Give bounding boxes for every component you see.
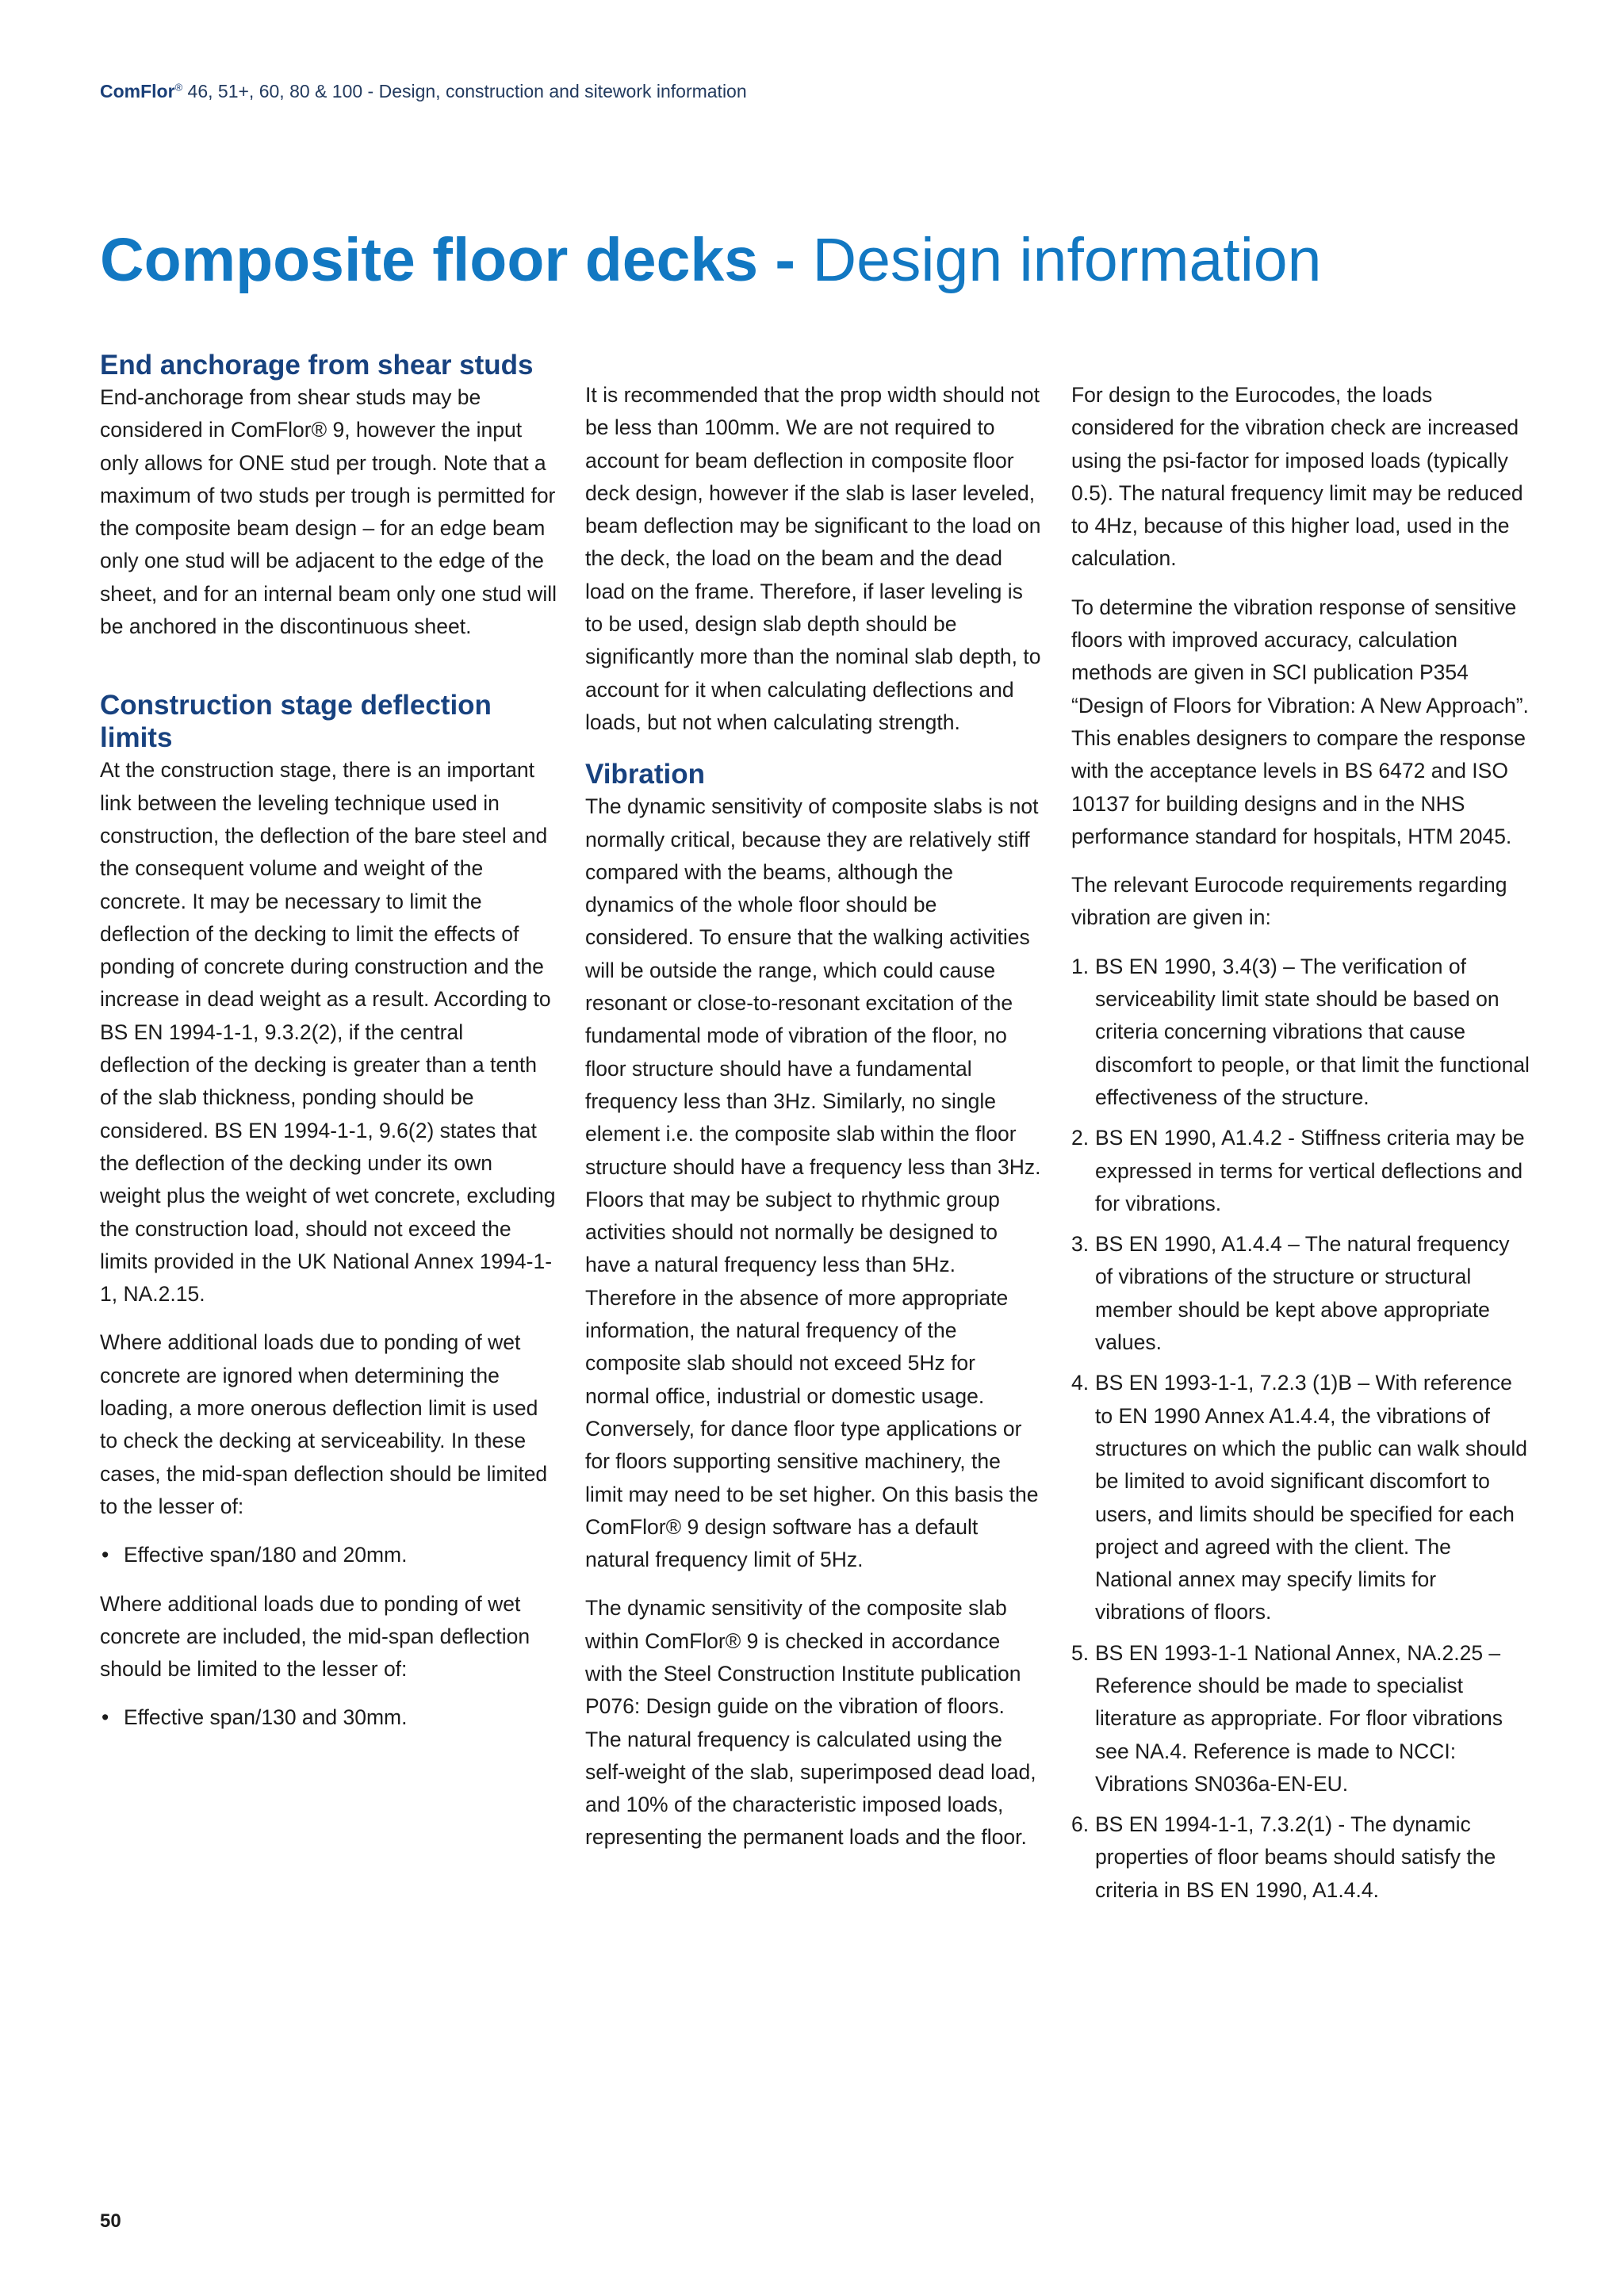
page-title-light: Design information [795, 226, 1322, 294]
reference-text: BS EN 1993-1-1 National Annex, NA.2.25 – Reference should be made to specialist literature as appropriate. For floor vibrations see NA.4. Reference is made to NCCI: Vibrations SN036a-EN-EU. [1095, 1640, 1503, 1796]
page-title-bold: Composite floor decks - [100, 226, 796, 294]
reference-item [1071, 1808, 1530, 1907]
column-3 [1071, 379, 1530, 1915]
paragraph: The dynamic sensitivity of composite slabs is not normally critical, because they are relatively stiff compared with the beams, although the dynamics of the whole floor should be considered. To ensure that the walking activities will be outside the range, which could cause resonant or close-to-resonant excitation of the fundamental mode of vibration of the floor, no floor structure should have a fundamental frequency less than 3Hz. Similarly, no single element i.e. the composite slab within the floor structure should have a frequency less than 3Hz. Floors that may be subject to rhythmic group activities should not normally be designed to have a natural frequency less than 5Hz. Therefore in the absence of more appropriate information, the natural frequency of the composite slab should not exceed 5Hz for normal office, industrial or domestic usage. Conversely, for dance floor type applications or for floors supporting sensitive machinery, the limit may need to be set higher. On this basis the ComFlor® 9 design software has a default natural frequency limit of 5Hz. [585, 794, 1041, 1572]
reference-number: 5. [1071, 1640, 1090, 1665]
header-brand: ComFlor [100, 81, 175, 101]
reference-item [1071, 951, 1530, 1114]
paragraph: It is recommended that the prop width should not be less than 100mm. We are not required to account for beam deflection in composite floor deck design, however if the slab is laser leveled, beam deflection may be significant to the load on the deck, the load on the beam and the dead load on the frame. Therefore, if laser leveling is to be used, design slab depth should be significantly more than the nominal slab depth, to account for it when calculating deflections and loads, but not when calculating strength. [585, 383, 1041, 734]
paragraph: Where additional loads due to ponding of wet concrete are included, the mid-span deflection should be limited to the lesser of: [100, 1591, 530, 1682]
reference-number: 6. [1071, 1812, 1090, 1837]
eurocode-reference-list [1071, 951, 1530, 1907]
reference-item [1071, 1367, 1530, 1628]
paragraph: To determine the vibration response of sensitive floors with improved accuracy, calculation methods are given in SCI publication P354 “Design of Floors for Vibration: A New Approach”. This enables designers to compare the response with the acceptance levels in BS 6472 and ISO 10137 for building designs and in the NHS performance standard for hospitals, HTM 2045. [1071, 595, 1529, 848]
reference-number: 4. [1071, 1371, 1090, 1395]
reference-number: 1. [1071, 954, 1090, 978]
reference-text: BS EN 1990, A1.4.4 – The natural frequency of vibrations of the structure or structural member should be kept above appropriate values. [1095, 1232, 1510, 1355]
reference-text: BS EN 1994-1-1, 7.3.2(1) - The dynamic properties of floor beams should satisfy the criteria in BS EN 1990, A1.4.4. [1095, 1812, 1496, 1902]
reference-text: BS EN 1993-1-1, 7.2.3 (1)B – With reference to EN 1990 Annex A1.4.4, the vibrations of structures on which the public can walk should be limited to avoid significant discomfort to users, and limits should be specified for each project and agreed with the client. The National annex may specify limits for vibrations of floors. [1095, 1371, 1528, 1624]
reference-item [1071, 1122, 1530, 1220]
heading-construction-stage: Construction stage deflection limits [100, 690, 492, 754]
heading-end-anchorage: End anchorage from shear studs [100, 350, 534, 381]
column-1 [100, 349, 558, 1751]
bullet-item: • Effective span/180 and 20mm. [100, 1539, 558, 1571]
reference-item [1071, 1637, 1530, 1800]
paragraph: The relevant Eurocode requirements regarding vibration are given in: [1071, 873, 1507, 930]
header-registered-mark: ® [174, 81, 183, 94]
bullet-list [100, 1701, 558, 1734]
reference-text: BS EN 1990, A1.4.2 - Stiffness criteria may be expressed in terms for vertical deflections and for vibrations. [1095, 1126, 1525, 1215]
running-header [100, 81, 747, 102]
paragraph: Where additional loads due to ponding of wet concrete are ignored when determining the loading, a more onerous deflection limit is used to check the decking at serviceability. In these cases, the mid-span deflection should be limited to the lesser of: [100, 1330, 548, 1518]
heading-vibration: Vibration [585, 759, 706, 790]
column-2 [585, 379, 1042, 1870]
paragraph: At the construction stage, there is an important link between the leveling technique used in construction, the deflection of the bare steel and the consequent volume and weight of the concrete. It may be necessary to limit the deflection of the decking to limit the effects of ponding of concrete during construction and the increase in dead weight as a result. According to BS EN 1994-1-1, 9.3.2(2), if the central deflection of the decking is greater than a tenth of the slab thickness, ponding should be considered. BS EN 1994-1-1, 9.6(2) states that the deflection of the decking under its own weight plus the weight of wet concrete, excluding the construction load, should not exceed the limits provided in the UK National Annex 1994-1-1, NA.2.15. [100, 758, 556, 1307]
paragraph: The dynamic sensitivity of the composite slab within ComFlor® 9 is checked in accordance with the Steel Construction Institute publication P076: Design guide on the vibration of floors. The natural frequency is calculated using the self-weight of the slab, superimposed dead load, and 10% of the characteristic imposed loads, representing the permanent loads and the floor. [585, 1596, 1036, 1850]
bullet-list [100, 1539, 558, 1571]
paragraph: End-anchorage from shear studs may be considered in ComFlor® 9, however the input only allows for ONE stud per trough. Note that a maximum of two studs per trough is permitted for the composite beam design – for an edge beam only one stud will be adjacent to the edge of the sheet, and for an internal beam only one stud will be anchored in the discontinuous sheet. [100, 385, 557, 639]
reference-number: 2. [1071, 1126, 1090, 1150]
page-number: 50 [100, 2210, 121, 2232]
reference-text: BS EN 1990, 3.4(3) – The verification of serviceability limit state should be based on criteria concerning vibrations that cause discomfort to people, or that limit the functional effectiveness of the structure. [1095, 954, 1530, 1109]
bullet-item: • Effective span/130 and 30mm. [100, 1701, 558, 1734]
paragraph: For design to the Eurocodes, the loads considered for the vibration check are increased using the psi-factor for imposed loads (typically 0.5). The natural frequency limit may be reduced to 4Hz, because of this higher load, used in the calculation. [1071, 383, 1523, 571]
reference-item [1071, 1228, 1530, 1359]
page-title [100, 222, 1321, 298]
reference-number: 3. [1071, 1232, 1090, 1257]
header-text: 46, 51+, 60, 80 & 100 - Design, construction and sitework information [182, 81, 747, 101]
